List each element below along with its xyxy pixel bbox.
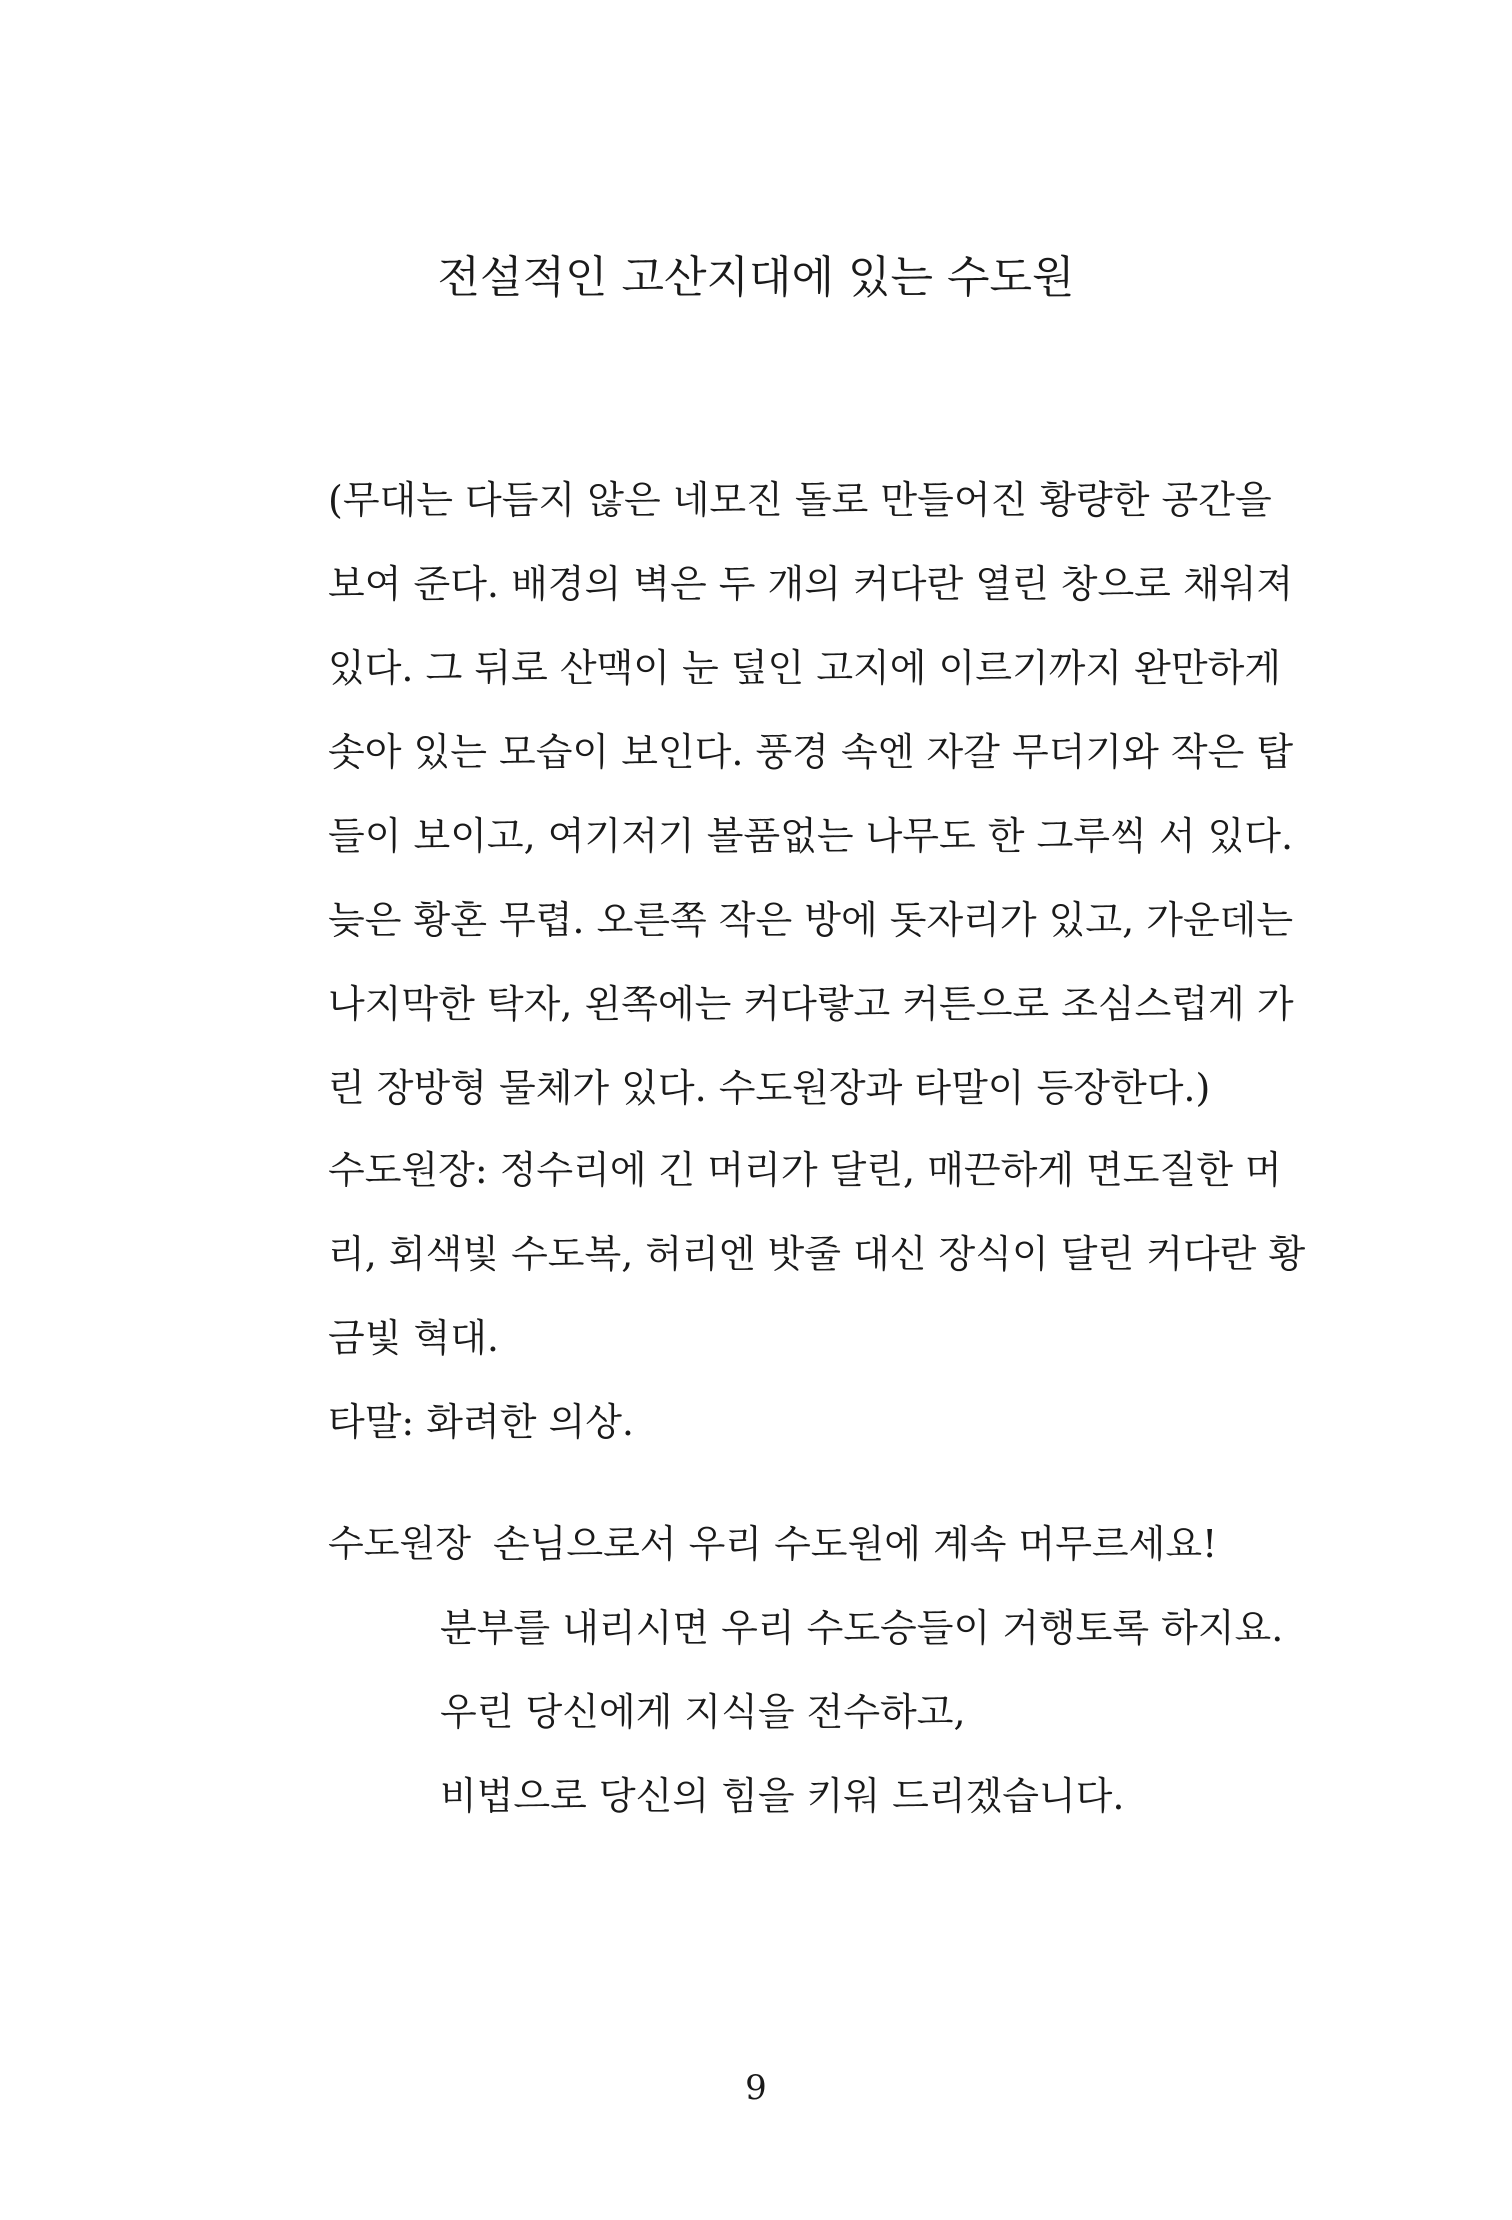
dialogue-line: 비법으로 당신의 힘을 키워 드리겠습니다. xyxy=(440,1774,1125,1818)
stage-direction-line: 보여 준다. 배경의 벽은 두 개의 커다란 열린 창으로 채워져 xyxy=(328,562,1294,606)
stage-direction xyxy=(328,458,1294,1130)
stage-direction-line: 솟아 있는 모습이 보인다. 풍경 속엔 자갈 무더기와 작은 탑 xyxy=(328,730,1294,774)
stage-direction-line: 린 장방형 물체가 있다. 수도원장과 타말이 등장한다.) xyxy=(328,1066,1211,1110)
speaker-name: 수도원장 xyxy=(328,1522,471,1565)
stage-direction-line: 늦은 황혼 무렵. 오른쪽 작은 방에 돗자리가 있고, 가운데는 xyxy=(328,898,1294,942)
stage-direction-line: (무대는 다듬지 않은 네모진 돌로 만들어진 황량한 공간을 xyxy=(328,478,1272,522)
page-title: 전설적인 고산지대에 있는 수도원 xyxy=(437,252,1075,303)
dialogue-line: 손님으로서 우리 수도원에 계속 머무르세요! xyxy=(492,1522,1218,1566)
dialogue-line: 분부를 내리시면 우리 수도승들이 거행토록 하지요. xyxy=(440,1606,1284,1650)
stage-direction-line: 들이 보이고, 여기저기 볼품없는 나무도 한 그루씩 서 있다. xyxy=(328,814,1294,858)
dialogue-line: 우린 당신에게 지식을 전수하고, xyxy=(440,1690,966,1734)
character-description-line: 수도원장: 정수리에 긴 머리가 달린, 매끈하게 면도질한 머 xyxy=(328,1148,1282,1192)
page-number: 9 xyxy=(745,2068,767,2108)
character-description-line: 금빛 혁대. xyxy=(328,1316,499,1360)
character-descriptions xyxy=(328,1128,1306,1464)
stage-direction-line: 나지막한 탁자, 왼쪽에는 커다랗고 커튼으로 조심스럽게 가 xyxy=(328,982,1294,1026)
character-description-line: 타말: 화려한 의상. xyxy=(328,1400,634,1444)
character-description-line: 리, 회색빛 수도복, 허리엔 밧줄 대신 장식이 달린 커다란 황 xyxy=(328,1232,1306,1276)
dialogue-block xyxy=(328,1502,1284,1838)
stage-direction-line: 있다. 그 뒤로 산맥이 눈 덮인 고지에 이르기까지 완만하게 xyxy=(328,646,1281,690)
dialogue-first-line xyxy=(328,1502,1268,1586)
